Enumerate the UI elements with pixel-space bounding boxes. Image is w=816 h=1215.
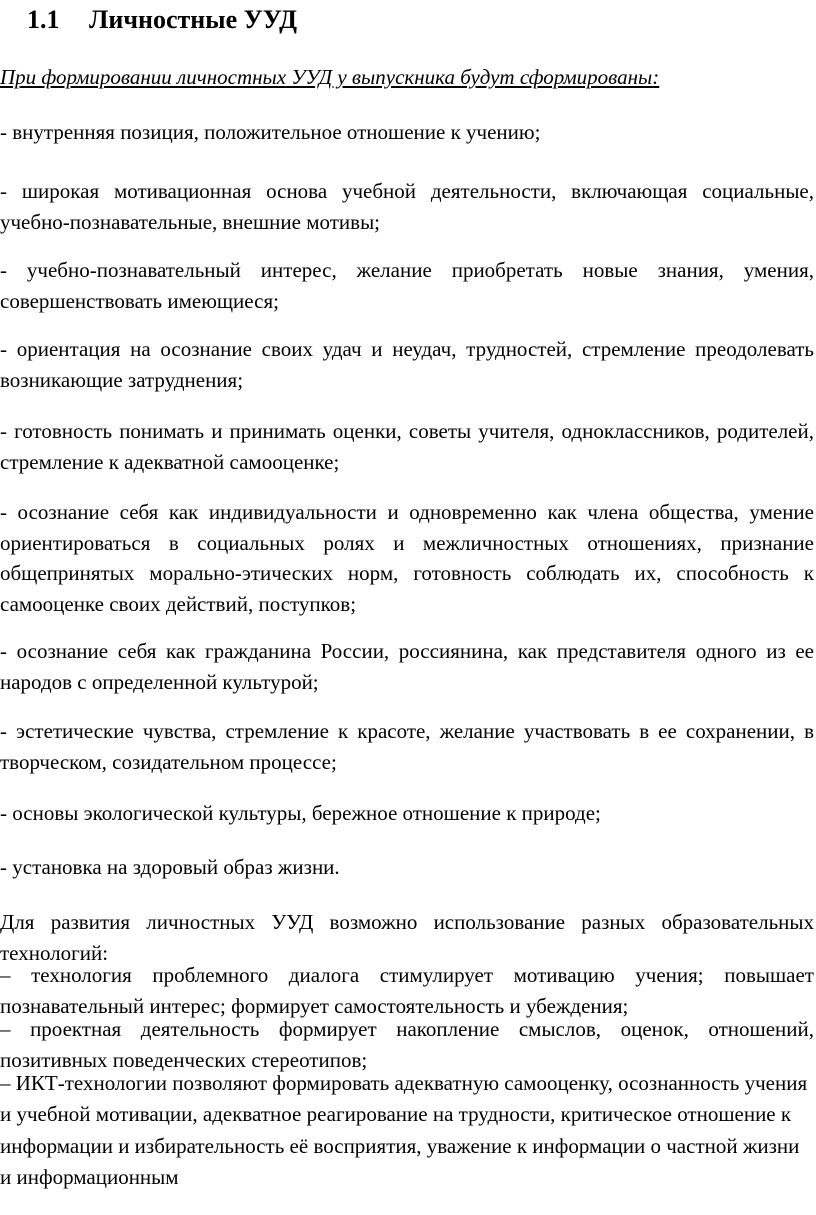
list-item: - осознание себя как гражданина России, россиянина, как представителя одного из ее народов с определенной культурой;	[0, 639, 814, 694]
technology-item: – ИКТ-технологии позволяют формировать адекватную самооценку, осознанность учения и учебной мотивации, адекватное реагирование на трудности, критическое отношение к информации и избирательность её восприятия, уважение к информации о частной жизни и информационным	[0, 1071, 808, 1189]
section-number: 1.1	[27, 5, 60, 34]
list-item: - широкая мотивационная основа учебной деятельности, включающая социальные, учебно-познавательные, внешние мотивы;	[0, 179, 814, 234]
technology-item: – технология проблемного диалога стимулирует мотивацию учения; повышает познавательный интерес; формирует самостоятельность и убеждения;	[0, 963, 814, 1018]
list-item: - учебно-познавательный интерес, желание приобретать новые знания, умения, совершенствовать имеющиеся;	[0, 258, 814, 313]
section-heading	[27, 3, 297, 37]
list-item: - установка на здоровый образ жизни.	[0, 855, 340, 879]
list-item: - готовность понимать и принимать оценки, советы учителя, одноклассников, родителей, стремление к адекватной самооценке;	[0, 419, 814, 474]
list-item: - ориентация на осознание своих удач и неудач, трудностей, стремление преодолевать возникающие затруднения;	[0, 337, 814, 392]
list-item: - основы экологической культуры, бережное отношение к природе;	[0, 801, 601, 825]
technologies-intro: Для развития личностных УУД возможно использование разных образовательных технологий:	[0, 910, 814, 965]
section-title: Личностные УУД	[89, 5, 298, 34]
list-item: - эстетические чувства, стремление к красоте, желание участвовать в ее сохранении, в творческом, созидательном процессе;	[0, 719, 814, 774]
list-item: - осознание себя как индивидуальности и одновременно как члена общества, умение ориентироваться в социальных ролях и межличностных отношениях, признание общепринятых морально-этических норм, готовность соблюдать их, способность к самооценке своих действий, поступков;	[0, 500, 814, 616]
technology-item: – проектная деятельность формирует накопление смыслов, оценок, отношений, позитивных поведенческих стереотипов;	[0, 1017, 814, 1072]
list-item: - внутренняя позиция, положительное отношение к учению;	[0, 120, 541, 144]
intro-subtitle: При формировании личностных УУД у выпускника будут сформированы:	[0, 65, 660, 89]
